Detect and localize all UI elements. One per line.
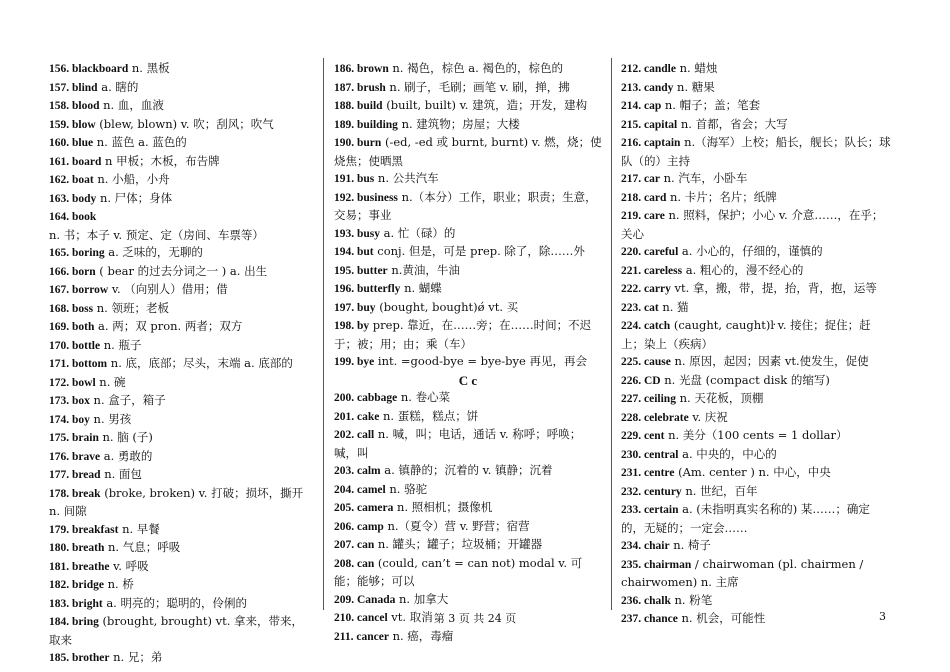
definition: (could, can’t = can not) modal v. 可能；能够；可以 <box>334 555 583 588</box>
headword: 177. bread <box>49 469 101 481</box>
headword: 164. book <box>49 211 97 223</box>
definition: n. 卷心菜 <box>397 390 451 404</box>
definition: n. 椅子 <box>669 538 711 552</box>
headword: 158. blood <box>49 100 100 112</box>
vocab-entry <box>49 153 311 172</box>
vocab-entry <box>49 374 311 393</box>
vocab-entry <box>621 189 891 208</box>
headword: 180. breath <box>49 542 105 554</box>
definition: (blew, blown) v. 吹；刮风；吹气 <box>95 116 274 131</box>
definition: n. 罐头；罐子；垃圾桶；开罐器 <box>374 537 543 551</box>
headword: 219. care <box>621 210 665 222</box>
vocab-entry <box>49 485 311 521</box>
vocab-entry <box>49 429 311 448</box>
headword: 156. blackboard <box>49 63 129 75</box>
definition: n. 桥 <box>103 577 134 591</box>
headword: 165. boring <box>49 247 105 259</box>
vocab-entry <box>334 462 602 481</box>
definition: (Am. center ) n. 中心，中央 <box>674 465 831 479</box>
vocab-entry <box>334 79 602 98</box>
definition: n. 蛋糕，糕点；饼 <box>379 408 479 423</box>
vocab-entry <box>334 536 602 555</box>
headword: 179. breakfast <box>49 523 119 536</box>
headword: 171. bottom <box>49 358 108 370</box>
definition: n. 建筑物；房屋；大楼 <box>397 116 520 131</box>
headword: 221. careless <box>621 264 683 277</box>
headword: 197. buy <box>334 301 376 314</box>
headword: 236. chalk <box>621 594 671 607</box>
column-1 <box>49 60 311 668</box>
vocab-entry <box>621 60 891 79</box>
vocab-entry <box>334 60 602 79</box>
headword: 235. chairman <box>621 558 692 571</box>
headword: 215. capital <box>621 118 678 131</box>
definition: n. 光盘 (compact disk 的缩写) <box>660 372 830 387</box>
headword: 189. building <box>334 118 398 131</box>
headword: 228. celebrate <box>621 411 689 424</box>
definition: n. 蝴蝶 <box>400 281 442 295</box>
definition: (caught, caught)ŀ v. 接住；捉住；赶上；染上（疾病） <box>621 318 871 351</box>
headword: 193. busy <box>334 227 381 240</box>
definition: n. 男孩 <box>89 411 132 426</box>
vocab-entry <box>49 355 311 374</box>
vocab-entry <box>49 171 311 190</box>
headword: 195. butter <box>334 264 388 277</box>
definition: n. 黑板 <box>128 61 170 75</box>
column-3 <box>621 60 891 629</box>
headword: 223. cat <box>621 301 659 314</box>
vocab-entry <box>49 318 311 337</box>
definition: n. 照相机；摄像机 <box>393 500 493 514</box>
definition: n. 癌，毒瘤 <box>388 628 454 643</box>
vocab-entry <box>49 558 311 577</box>
vocab-entry <box>621 372 891 391</box>
vocab-entry <box>334 243 602 262</box>
headword: 208. can <box>334 557 375 570</box>
definition: a. 勇敢的 <box>100 448 153 463</box>
headword: 210. cancel <box>334 612 388 624</box>
column-divider <box>323 58 324 610</box>
vocab-entry <box>621 537 891 556</box>
definition: n. 世纪，百年 <box>681 483 758 498</box>
definition: a. 小心的，仔细的，谨慎的 <box>678 244 823 258</box>
definition: a. 镇静的；沉着的 v. 镇静；沉着 <box>380 463 553 477</box>
headword: 209. Canada <box>334 593 396 606</box>
definition: v. 呼吸 <box>109 558 149 573</box>
definition: n. 兄；弟 <box>109 650 163 664</box>
headword: 206. camp <box>334 520 384 533</box>
definition: a. 两；双 pron. 两者；双方 <box>94 319 243 333</box>
headword: 211. cancer <box>334 630 389 643</box>
headword: 162. boat <box>49 174 94 186</box>
vocab-entry <box>621 427 891 446</box>
definition: n. 蜡烛 <box>675 61 718 75</box>
definition: n. 照料，保护；小心 v. 介意……，在乎；关心 <box>621 208 884 241</box>
headword: 222. carry <box>621 283 671 295</box>
definition: vt. 取消 <box>387 610 433 624</box>
headword: 183. bright <box>49 597 103 610</box>
vocab-entry <box>334 299 602 318</box>
headword: 207. can <box>334 539 375 551</box>
headword: 231. centre <box>621 467 675 479</box>
vocab-entry <box>334 97 602 116</box>
vocab-entry <box>334 116 602 135</box>
definition: n. 书；本子 v. 预定、定（房间、车票等） <box>49 227 264 242</box>
definition: n. 汽车，小卧车 <box>659 171 748 185</box>
vocab-entry <box>621 97 891 116</box>
definition: / chairwoman (pl. chairmen / chairwomen) n. 主席 <box>621 556 864 589</box>
definition: a. 粗心的，漫不经心的 <box>682 262 804 277</box>
headword: 199. bye <box>334 356 375 368</box>
vocab-entry <box>621 446 891 465</box>
vocab-entry <box>334 389 602 408</box>
vocab-entry <box>49 649 311 668</box>
definition: a. 瞎的 <box>97 79 139 94</box>
headword: 220. careful <box>621 246 679 258</box>
definition: n. 加拿大 <box>395 591 449 606</box>
vocab-entry <box>334 591 602 610</box>
headword: 168. boss <box>49 302 94 315</box>
headword: 233. certain <box>621 504 679 516</box>
definition: n. 喊，叫；电话，通话 v. 称呼；呼唤；喊，叫 <box>334 427 582 460</box>
vocab-entry <box>49 411 311 430</box>
headword: 194. but <box>334 246 374 258</box>
vocab-entry <box>621 299 891 318</box>
definition: (broke, broken) v. 打破；损坏，撕开 n. 间隙 <box>49 485 304 518</box>
definition: a. 明亮的；聪明的，伶俐的 <box>102 595 247 610</box>
vocab-entry <box>621 409 891 428</box>
definition: n. 瓶子 <box>100 337 142 352</box>
definition: n. 糖果 <box>673 79 715 94</box>
headword: 166. born <box>49 265 96 278</box>
headword: 200. cabbage <box>334 392 398 404</box>
footer-page-info: 第 3 页 共 24 页 <box>433 612 517 625</box>
definition: v. 庆祝 <box>688 409 728 424</box>
vocab-entry <box>49 392 311 411</box>
vocab-entry <box>334 353 602 372</box>
definition: v. （向别人）借用；借 <box>108 282 228 296</box>
vocab-entry <box>49 134 311 153</box>
headword: 163. body <box>49 192 97 205</box>
headword: 167. borrow <box>49 284 109 296</box>
headword: 202. call <box>334 429 375 441</box>
vocab-entry <box>49 116 311 135</box>
headword: 212. candle <box>621 63 676 75</box>
vocab-entry <box>334 628 602 647</box>
definition: n. 面包 <box>100 467 142 481</box>
headword: 205. camera <box>334 502 394 514</box>
vocab-entry <box>334 280 602 299</box>
vocab-entry <box>49 190 311 209</box>
definition: a. (未指明真实名称的) 某……；确定的，无疑的；一定会…… <box>621 502 870 535</box>
definition: n. 褐色，棕色 a. 褐色的，棕色的 <box>388 61 563 75</box>
vocab-entry <box>49 539 311 558</box>
headword: 157. blind <box>49 81 98 94</box>
vocab-entry <box>621 116 891 135</box>
headword: 230. central <box>621 448 679 461</box>
headword: 229. cent <box>621 430 665 442</box>
section-header: C c <box>458 372 478 388</box>
definition: a. 乏味的，无聊的 <box>104 245 203 259</box>
column-divider <box>611 58 612 610</box>
vocab-entry <box>49 79 311 98</box>
headword: 192. business <box>334 191 398 204</box>
vocab-entry <box>49 244 311 263</box>
definition: n 甲板；木板，布告牌 <box>101 153 220 168</box>
headword: 188. build <box>334 100 383 112</box>
headword: 172. bowl <box>49 376 96 389</box>
headword: 217. car <box>621 173 660 185</box>
vocab-entry <box>49 281 311 300</box>
definition: n. 首都，省会；大写 <box>677 116 788 131</box>
headword: 181. breathe <box>49 560 110 573</box>
vocab-entry <box>49 97 311 116</box>
definition: (-ed, -ed 或 burnt, burnt) v. 燃，烧；使烧焦；使晒黑 <box>334 135 602 168</box>
vocab-entry <box>621 353 891 372</box>
definition: n. 小船，小舟 <box>93 172 170 186</box>
vocab-entry <box>334 408 602 427</box>
definition: vt. 拿，搬，带，提，抬，背，抱，运等 <box>670 281 877 295</box>
headword: 232. century <box>621 485 682 498</box>
definition: n. 帽子；盖；笔套 <box>661 98 761 112</box>
vocab-entry <box>334 134 602 170</box>
vocab-entry <box>621 243 891 262</box>
vocab-entry <box>334 225 602 244</box>
headword: 224. catch <box>621 320 671 332</box>
vocab-entry <box>621 317 891 353</box>
headword: 170. bottle <box>49 339 101 352</box>
definition: n. 刷子，毛刷；画笔 v. 刷，掸，拂 <box>385 79 570 94</box>
definition: n. 气息；呼吸 <box>104 540 181 554</box>
headword: 216. captain <box>621 137 681 149</box>
headword: 198. by <box>334 320 370 332</box>
vocab-entry <box>621 207 891 243</box>
vocab-entry <box>334 262 602 281</box>
vocab-entry <box>334 518 602 537</box>
headword: 174. boy <box>49 413 90 426</box>
definition: n. 早餐 <box>118 521 160 536</box>
definition: n. 机会，可能性 <box>677 611 766 625</box>
definition: n. 尸体；身体 <box>96 190 173 205</box>
vocab-entry <box>621 464 891 483</box>
vocab-entry <box>49 208 311 244</box>
headword: 237. chance <box>621 613 678 625</box>
vocab-entry <box>334 555 602 591</box>
vocab-entry <box>334 481 602 500</box>
definition: n. 碗 <box>95 374 126 389</box>
definition: n. 原因，起因；因素 vt.使发生，促使 <box>670 354 869 368</box>
vocab-entry <box>621 501 891 537</box>
definition: int. =good-bye = bye-bye 再见，再会 <box>374 354 587 368</box>
vocab-entry <box>49 263 311 282</box>
definition: (bought, bought)ǿ vt. 买 <box>375 299 519 314</box>
definition: n. 天花板，顶棚 <box>675 391 764 405</box>
vocab-entry <box>621 79 891 98</box>
headword: 182. bridge <box>49 579 104 591</box>
headword: 186. brown <box>334 63 389 75</box>
vocab-entry <box>621 592 891 611</box>
definition: n. 血，血液 <box>99 98 164 112</box>
headword: 176. brave <box>49 450 101 463</box>
definition: n. 盒子，箱子 <box>89 393 166 407</box>
definition: n. 蓝色 a. 蓝色的 <box>93 135 187 149</box>
headword: 184. bring <box>49 616 99 628</box>
definition: a. 中央的，中心的 <box>678 446 777 461</box>
headword: 160. blue <box>49 137 94 149</box>
definition: n. 底，底部；尽头，末端 a. 底部的 <box>107 356 293 370</box>
headword: 173. box <box>49 395 90 407</box>
vocab-entry <box>49 466 311 485</box>
definition: ( bear 的过去分词之一 ) a. 出生 <box>95 263 268 278</box>
definition: n. 卡片；名片；纸牌 <box>666 189 777 204</box>
definition: n.（本分）工作，职业；职责；生意，交易；事业 <box>334 189 597 222</box>
headword: 213. candy <box>621 81 674 94</box>
definition: n. 骆驼 <box>385 481 428 496</box>
headword: 201. cake <box>334 410 380 423</box>
definition: (brought, brought) vt. 拿来，带来，取来 <box>49 614 304 647</box>
vocab-entry <box>49 576 311 595</box>
vocab-entry <box>334 170 602 189</box>
vocab-entry <box>334 189 602 225</box>
headword: 214. cap <box>621 100 662 112</box>
vocab-entry <box>334 499 602 518</box>
definition: n.（夏令）营 v. 野营；宿营 <box>383 518 530 533</box>
definition: n. 猫 <box>658 299 689 314</box>
definition: n. 美分（100 cents = 1 dollar） <box>664 428 848 442</box>
column-2 <box>334 60 602 646</box>
vocab-entry <box>334 426 602 462</box>
definition: conj. 但是，可是 prep. 除了，除……外 <box>373 244 585 258</box>
vocab-entry <box>49 448 311 467</box>
definition: n. 领班；老板 <box>93 300 169 315</box>
vocab-entry <box>621 556 891 592</box>
headword: 175. brain <box>49 432 99 444</box>
footer-page-number: 3 <box>879 610 886 623</box>
vocab-entry <box>49 60 311 79</box>
vocab-entry <box>621 134 891 170</box>
vocab-entry <box>621 390 891 409</box>
definition: n. 公共汽车 <box>374 171 439 185</box>
definition: (built, built) v. 建筑，造；开发，建构 <box>382 98 588 112</box>
definition: prep. 靠近，在……旁；在……时间；不迟于；被；用；由；乘（车） <box>334 318 592 351</box>
definition: n. 粉笔 <box>670 592 713 607</box>
headword: 159. blow <box>49 118 96 131</box>
headword: 190. burn <box>334 137 382 149</box>
definition: a. 忙（碌）的 <box>380 225 456 240</box>
headword: 185. brother <box>49 652 110 664</box>
vocab-entry <box>621 170 891 189</box>
vocab-entry <box>49 337 311 356</box>
headword: 169. both <box>49 321 95 333</box>
vocab-entry <box>49 521 311 540</box>
vocab-entry <box>621 483 891 502</box>
vocab-entry <box>49 300 311 319</box>
headword: 203. calm <box>334 465 381 477</box>
vocab-entry <box>621 280 891 299</box>
headword: 187. brush <box>334 81 386 94</box>
headword: 204. camel <box>334 483 386 496</box>
headword: 234. chair <box>621 540 670 552</box>
headword: 196. butterfly <box>334 283 401 295</box>
vocab-entry <box>621 262 891 281</box>
definition: n. 脑 (子) <box>98 430 153 444</box>
headword: 218. card <box>621 191 667 204</box>
definition: n.（海军）上校；船长，舰长；队长；球队（的）主持 <box>621 135 891 168</box>
vocab-entry <box>334 317 602 353</box>
headword: 226. CD <box>621 374 661 387</box>
definition: n.黄油，牛油 <box>387 262 460 277</box>
headword: 227. ceiling <box>621 393 676 405</box>
headword: 161. board <box>49 155 102 168</box>
headword: 225. cause <box>621 356 671 368</box>
headword: 178. break <box>49 487 101 500</box>
headword: 191. bus <box>334 173 375 185</box>
